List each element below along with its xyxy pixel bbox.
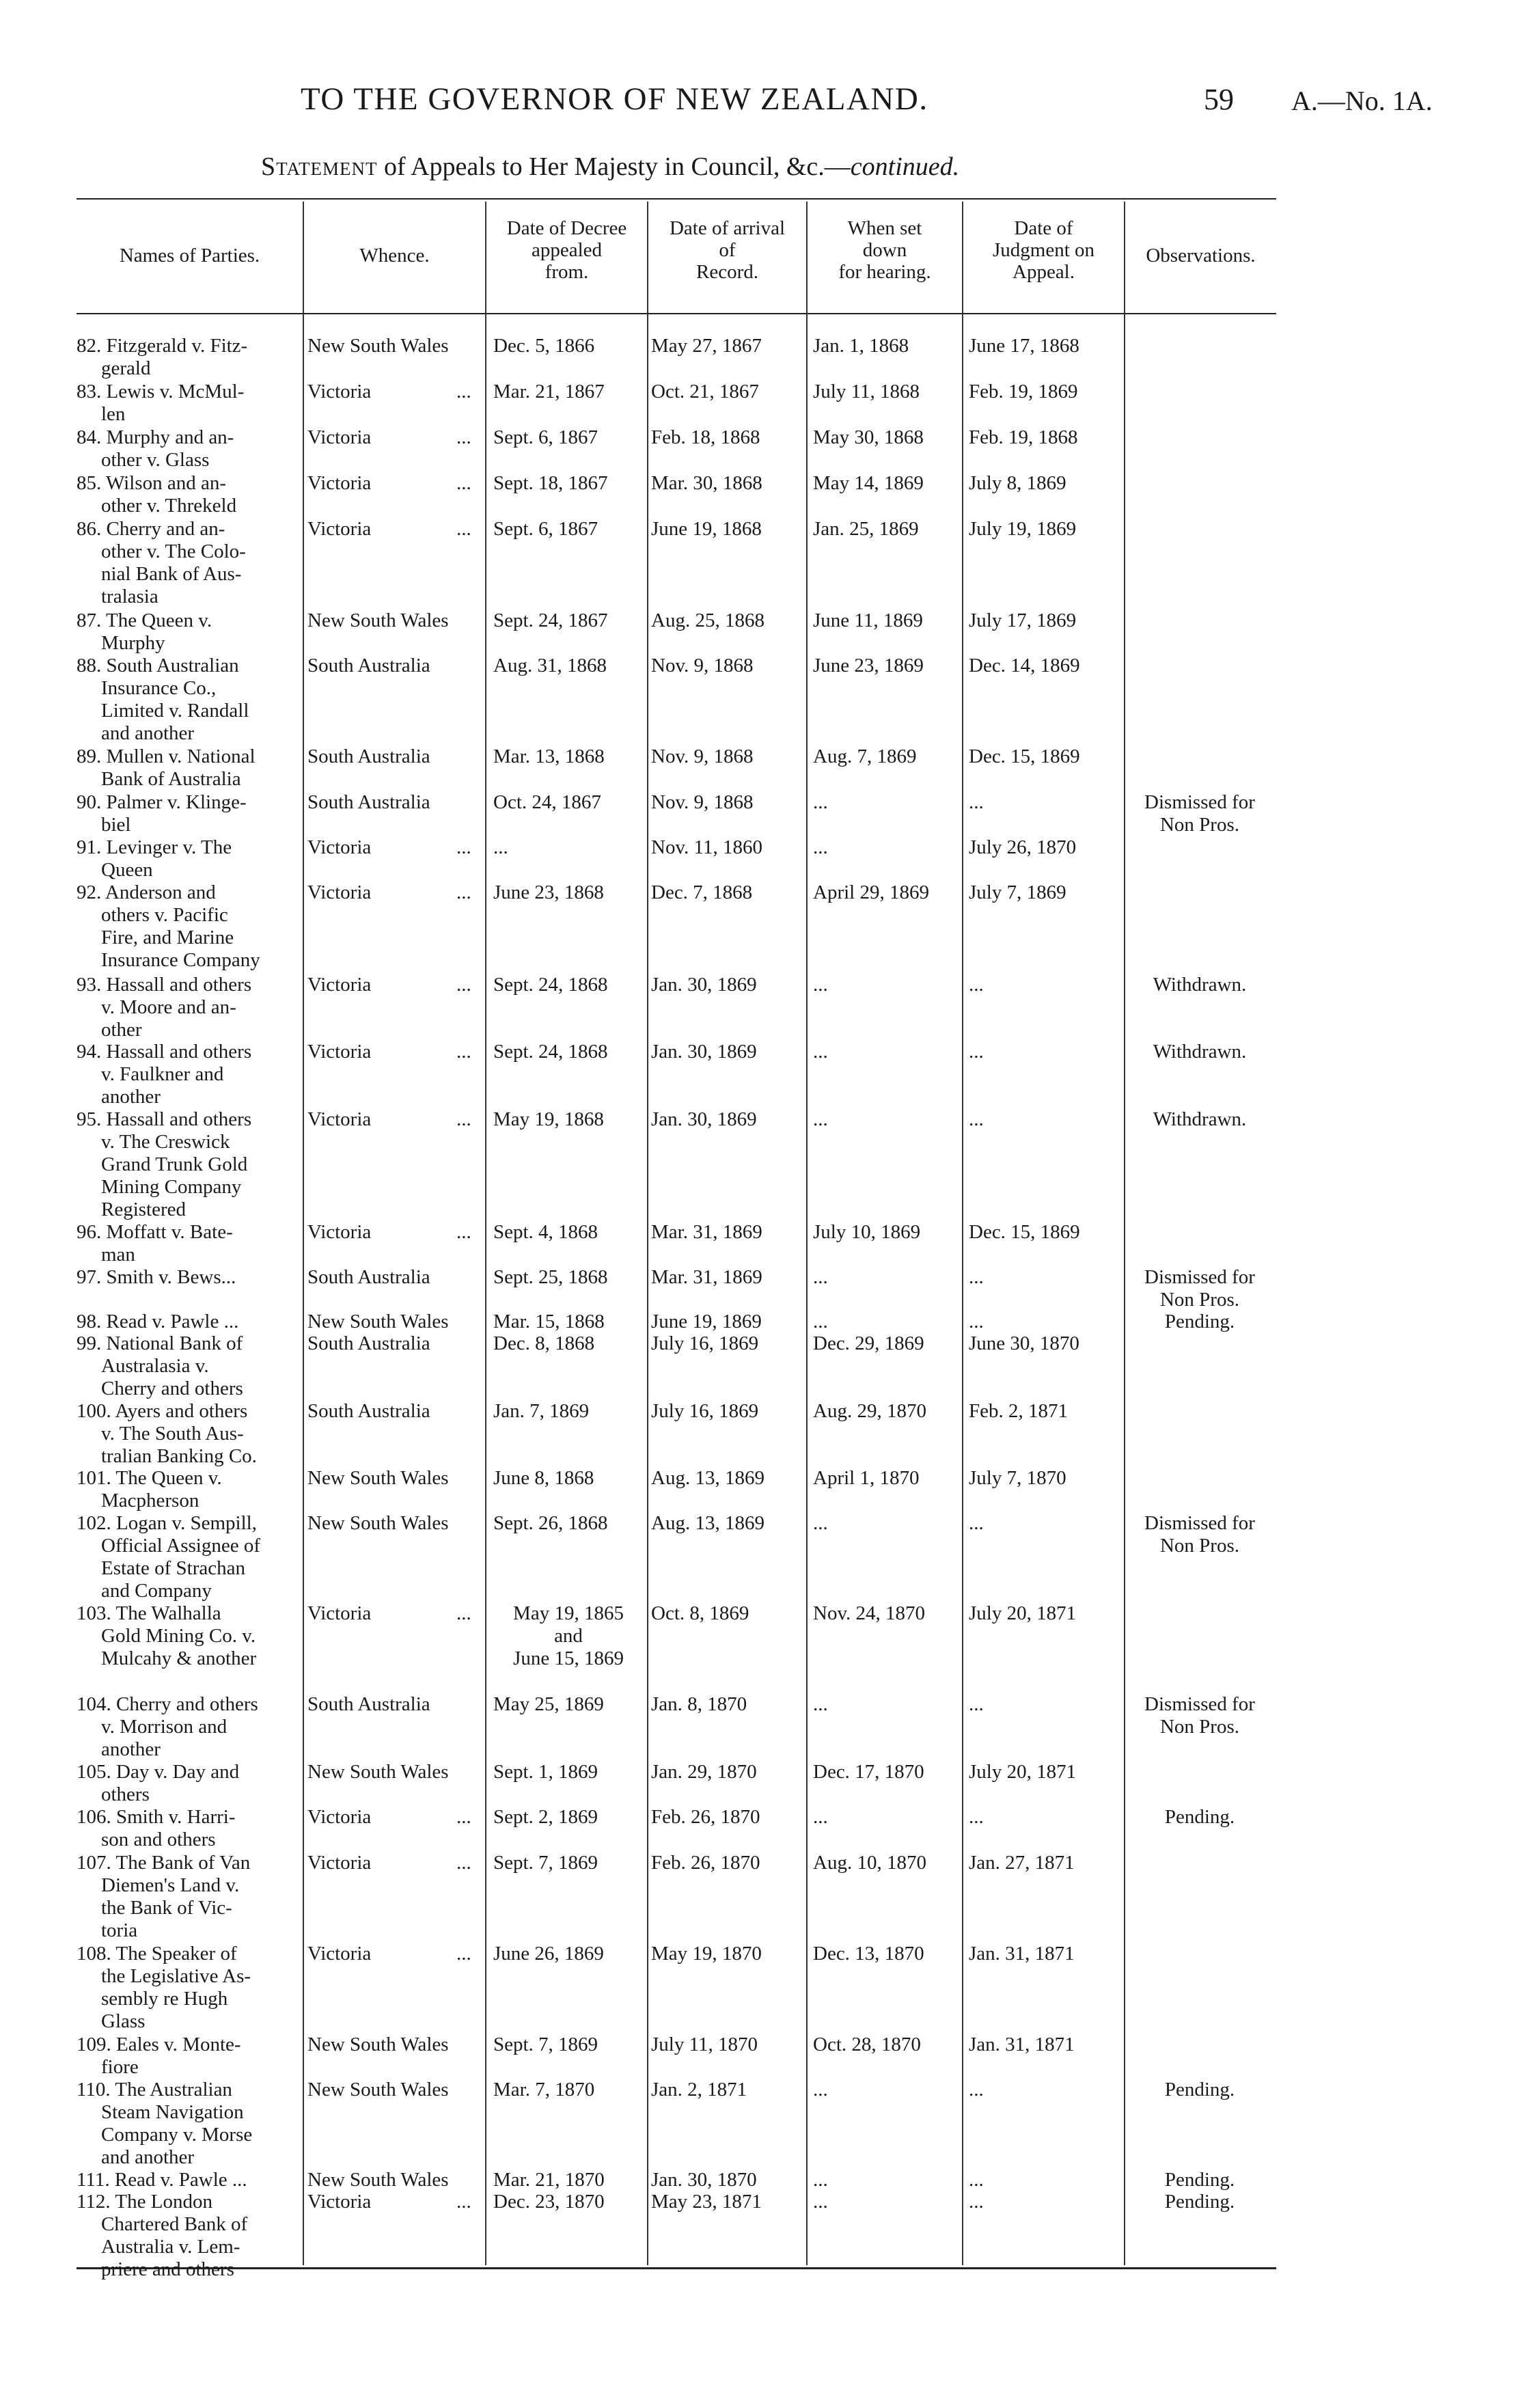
column-header-whence: Whence.: [359, 245, 430, 266]
whence-colony: New South Wales: [307, 610, 449, 631]
observation: Pending.: [1164, 2169, 1235, 2191]
judgment-date: ...: [969, 791, 984, 813]
whence-colony: Victoria ...: [307, 1943, 471, 1965]
party-names: 82. Fitzgerald v. Fitz- gerald: [77, 335, 248, 379]
arrival-date: June 19, 1868: [651, 518, 762, 540]
leader-dots: ...: [456, 1852, 471, 1874]
whence-colony: New South Wales: [307, 1512, 449, 1534]
decree-date: Mar. 15, 1868: [493, 1311, 605, 1332]
decree-date: Sept. 25, 1868: [493, 1266, 608, 1288]
party-names: 86. Cherry and an- other v. The Colo- nial Bank of Aus- tralasia: [77, 518, 246, 607]
decree-date: Oct. 24, 1867: [493, 791, 601, 813]
decree-date: Mar. 21, 1870: [493, 2169, 605, 2191]
hearing-date: ...: [813, 1806, 828, 1828]
hearing-date: ...: [813, 2191, 828, 2213]
party-names: 99. National Bank of Australasia v. Cherry and others: [77, 1332, 243, 1399]
decree-date: Dec. 5, 1866: [493, 335, 595, 357]
arrival-date: Jan. 30, 1869: [651, 974, 757, 996]
party-names: 111. Read v. Pawle ...: [77, 2169, 247, 2191]
party-names: 112. The London Chartered Bank of Australia v. Lem- priere and others: [77, 2191, 248, 2280]
whence-colony: Victoria ...: [307, 836, 471, 858]
decree-date: June 23, 1868: [493, 881, 604, 903]
arrival-date: May 27, 1867: [651, 335, 762, 357]
party-names: 95. Hassall and others v. The Creswick Grand Trunk Gold Mining Company Registered: [77, 1108, 252, 1220]
judgment-date: Feb. 19, 1869: [969, 381, 1078, 402]
whence-colony: Victoria ...: [307, 472, 471, 494]
decree-date: Mar. 7, 1870: [493, 2079, 595, 2101]
decree-date: ...: [493, 836, 508, 858]
party-names: 88. South Australian Insurance Co., Limited v. Randall and another: [77, 655, 249, 744]
judgment-date: ...: [969, 1512, 984, 1534]
table-top-rule: [77, 198, 1276, 200]
whence-colony: Victoria ...: [307, 518, 471, 540]
arrival-date: Nov. 9, 1868: [651, 655, 754, 676]
decree-date: Sept. 18, 1867: [493, 472, 608, 494]
party-names: 89. Mullen v. National Bank of Australia: [77, 745, 256, 790]
decree-date: May 25, 1869: [493, 1693, 604, 1715]
decree-date: May 19, 1868: [493, 1108, 604, 1130]
party-names: 97. Smith v. Bews...: [77, 1266, 236, 1288]
judgment-date: ...: [969, 1806, 984, 1828]
judgment-date: July 20, 1871: [969, 1761, 1077, 1783]
observation: Withdrawn.: [1153, 974, 1247, 996]
whence-colony: Victoria ...: [307, 381, 471, 402]
whence-colony: Victoria ...: [307, 1108, 471, 1130]
hearing-date: ...: [813, 2169, 828, 2191]
judgment-date: June 30, 1870: [969, 1332, 1079, 1354]
arrival-date: Jan. 29, 1870: [651, 1761, 757, 1783]
hearing-date: ...: [813, 791, 828, 813]
decree-date: May 19, 1865 and June 15, 1869: [513, 1602, 624, 1669]
whence-colony: Victoria ...: [307, 1852, 471, 1874]
party-names: 83. Lewis v. McMul- len: [77, 381, 245, 425]
judgment-date: July 20, 1871: [969, 1602, 1077, 1624]
observation: Dismissed for Non Pros.: [1144, 791, 1255, 836]
hearing-date: June 23, 1869: [813, 655, 924, 676]
table-caption: [261, 152, 959, 182]
observation: Pending.: [1164, 2191, 1235, 2213]
arrival-date: Jan. 2, 1871: [651, 2079, 747, 2101]
arrival-date: Feb. 26, 1870: [651, 1852, 760, 1874]
column-divider: [485, 202, 486, 2265]
judgment-date: ...: [969, 2079, 984, 2101]
judgment-date: ...: [969, 2169, 984, 2191]
judgment-date: July 7, 1869: [969, 881, 1066, 903]
hearing-date: ...: [813, 1512, 828, 1534]
hearing-date: Aug. 7, 1869: [813, 745, 917, 767]
party-names: 84. Murphy and an- other v. Glass: [77, 426, 234, 471]
arrival-date: Nov. 11, 1860: [651, 836, 762, 858]
column-divider: [962, 202, 963, 2265]
judgment-date: ...: [969, 2191, 984, 2213]
judgment-date: Dec. 15, 1869: [969, 745, 1080, 767]
arrival-date: May 19, 1870: [651, 1943, 762, 1965]
hearing-date: ...: [813, 974, 828, 996]
party-names: 103. The Walhalla Gold Mining Co. v. Mulcahy & another: [77, 1602, 257, 1669]
judgment-date: July 19, 1869: [969, 518, 1077, 540]
whence-colony: Victoria ...: [307, 2191, 471, 2213]
arrival-date: Feb. 18, 1868: [651, 426, 760, 448]
whence-colony: Victoria ...: [307, 974, 471, 996]
hearing-date: Jan. 1, 1868: [813, 335, 909, 357]
party-names: 101. The Queen v. Macpherson: [77, 1467, 222, 1511]
hearing-date: ...: [813, 1311, 828, 1332]
observation: Withdrawn.: [1153, 1041, 1247, 1063]
party-names: 92. Anderson and others v. Pacific Fire, and Marine Insurance Company: [77, 881, 260, 971]
hearing-date: ...: [813, 1266, 828, 1288]
arrival-date: July 11, 1870: [651, 2034, 758, 2055]
arrival-date: Aug. 13, 1869: [651, 1512, 764, 1534]
hearing-date: April 29, 1869: [813, 881, 929, 903]
arrival-date: Feb. 26, 1870: [651, 1806, 760, 1828]
judgment-date: Feb. 19, 1868: [969, 426, 1078, 448]
hearing-date: Oct. 28, 1870: [813, 2034, 921, 2055]
decree-date: Dec. 8, 1868: [493, 1332, 595, 1354]
decree-date: Mar. 21, 1867: [493, 381, 605, 402]
party-names: 108. The Speaker of the Legislative As- sembly re Hugh Glass: [77, 1943, 251, 2032]
arrival-date: July 16, 1869: [651, 1400, 759, 1422]
whence-colony: Victoria ...: [307, 1602, 471, 1624]
whence-colony: Victoria ...: [307, 1221, 471, 1243]
judgment-date: Feb. 2, 1871: [969, 1400, 1068, 1422]
decree-date: Sept. 7, 1869: [493, 2034, 598, 2055]
arrival-date: Aug. 13, 1869: [651, 1467, 764, 1489]
arrival-date: June 19, 1869: [651, 1311, 762, 1332]
party-names: 106. Smith v. Harri- son and others: [77, 1806, 236, 1850]
judgment-date: ...: [969, 1311, 984, 1332]
judgment-date: July 7, 1870: [969, 1467, 1066, 1489]
hearing-date: June 11, 1869: [813, 610, 923, 631]
whence-colony: Victoria ...: [307, 1806, 471, 1828]
arrival-date: Jan. 30, 1869: [651, 1108, 757, 1130]
decree-date: Sept. 24, 1867: [493, 610, 608, 631]
arrival-date: May 23, 1871: [651, 2191, 762, 2213]
observation: Dismissed for Non Pros.: [1144, 1512, 1255, 1557]
decree-date: June 26, 1869: [493, 1943, 604, 1965]
hearing-date: Dec. 17, 1870: [813, 1761, 924, 1783]
whence-colony: South Australia: [307, 1400, 430, 1422]
decree-date: Sept. 6, 1867: [493, 518, 598, 540]
decree-date: June 8, 1868: [493, 1467, 594, 1489]
decree-date: Sept. 24, 1868: [493, 974, 608, 996]
party-names: 109. Eales v. Monte- fiore: [77, 2034, 241, 2078]
arrival-date: Mar. 30, 1868: [651, 472, 762, 494]
judgment-date: ...: [969, 1266, 984, 1288]
party-names: 93. Hassall and others v. Moore and an- other: [77, 974, 252, 1041]
column-header-decree: Date of Decree appealed from.: [506, 217, 627, 283]
hearing-date: July 10, 1869: [813, 1221, 921, 1243]
leader-dots: ...: [456, 2191, 471, 2213]
whence-colony: New South Wales: [307, 1467, 449, 1489]
arrival-date: July 16, 1869: [651, 1332, 759, 1354]
column-header-arrival: Date of arrival of Record.: [669, 217, 786, 283]
leader-dots: ...: [456, 974, 471, 996]
leader-dots: ...: [456, 381, 471, 402]
hearing-date: July 11, 1868: [813, 381, 920, 402]
whence-colony: New South Wales: [307, 335, 449, 357]
party-names: 104. Cherry and others v. Morrison and another: [77, 1693, 258, 1760]
arrival-date: Oct. 8, 1869: [651, 1602, 749, 1624]
judgment-date: ...: [969, 1108, 984, 1130]
judgment-date: July 26, 1870: [969, 836, 1077, 858]
hearing-date: ...: [813, 2079, 828, 2101]
whence-colony: South Australia: [307, 655, 430, 676]
judgment-date: Jan. 31, 1871: [969, 2034, 1075, 2055]
hearing-date: May 14, 1869: [813, 472, 924, 494]
header-bottom-rule: [77, 313, 1276, 314]
whence-colony: South Australia: [307, 1266, 430, 1288]
hearing-date: Nov. 24, 1870: [813, 1602, 926, 1624]
leader-dots: ...: [456, 1943, 471, 1965]
arrival-date: Dec. 7, 1868: [651, 881, 753, 903]
column-header-parties: Names of Parties.: [119, 245, 260, 266]
column-header-hearing: When set down for hearing.: [838, 217, 931, 283]
party-names: 110. The Australian Steam Navigation Company v. Morse and another: [77, 2079, 253, 2168]
decree-date: Aug. 31, 1868: [493, 655, 607, 676]
observation: Dismissed for Non Pros.: [1144, 1693, 1255, 1738]
decree-date: Sept. 6, 1867: [493, 426, 598, 448]
party-names: 87. The Queen v. Murphy: [77, 610, 212, 654]
arrival-date: Nov. 9, 1868: [651, 791, 754, 813]
party-names: 90. Palmer v. Klinge- biel: [77, 791, 247, 836]
whence-colony: South Australia: [307, 791, 430, 813]
judgment-date: July 8, 1869: [969, 472, 1066, 494]
decree-date: Mar. 13, 1868: [493, 745, 605, 767]
whence-colony: Victoria ...: [307, 881, 471, 903]
observation: Pending.: [1164, 2079, 1235, 2101]
hearing-date: Aug. 10, 1870: [813, 1852, 926, 1874]
leader-dots: ...: [456, 1806, 471, 1828]
party-names: 100. Ayers and others v. The South Aus- tralian Banking Co.: [77, 1400, 257, 1467]
judgment-date: ...: [969, 1693, 984, 1715]
hearing-date: Aug. 29, 1870: [813, 1400, 926, 1422]
hearing-date: ...: [813, 836, 828, 858]
arrival-date: Oct. 21, 1867: [651, 381, 759, 402]
party-names: 98. Read v. Pawle ...: [77, 1311, 239, 1332]
arrival-date: Nov. 9, 1868: [651, 745, 754, 767]
page-number: 59: [1204, 83, 1234, 116]
party-names: 91. Levinger v. The Queen: [77, 836, 232, 881]
whence-colony: South Australia: [307, 1693, 430, 1715]
judgment-date: Jan. 27, 1871: [969, 1852, 1075, 1874]
party-names: 102. Logan v. Sempill, Official Assignee of Estate of Strachan and Company: [77, 1512, 261, 1602]
decree-date: Sept. 2, 1869: [493, 1806, 598, 1828]
observation: Withdrawn.: [1153, 1108, 1247, 1130]
arrival-date: Jan. 8, 1870: [651, 1693, 747, 1715]
decree-date: Jan. 7, 1869: [493, 1400, 590, 1422]
leader-dots: ...: [456, 1221, 471, 1243]
leader-dots: ...: [456, 1602, 471, 1624]
observation: Pending.: [1164, 1806, 1235, 1828]
leader-dots: ...: [456, 836, 471, 858]
document-reference: A.—No. 1A.: [1291, 85, 1433, 116]
whence-colony: New South Wales: [307, 2169, 449, 2191]
party-names: 105. Day v. Day and others: [77, 1761, 240, 1805]
column-divider: [806, 202, 808, 2265]
leader-dots: ...: [456, 472, 471, 494]
whence-colony: New South Wales: [307, 1761, 449, 1783]
caption-continued: continued.: [850, 152, 960, 181]
arrival-date: Mar. 31, 1869: [651, 1221, 762, 1243]
decree-date: Sept. 24, 1868: [493, 1041, 608, 1063]
running-title: TO THE GOVERNOR OF NEW ZEALAND.: [301, 81, 928, 117]
leader-dots: ...: [456, 518, 471, 540]
caption-lead: Statement: [261, 152, 378, 181]
hearing-date: Dec. 13, 1870: [813, 1943, 924, 1965]
decree-date: Sept. 4, 1868: [493, 1221, 598, 1243]
party-names: 107. The Bank of Van Diemen's Land v. the Bank of Vic- toria: [77, 1852, 251, 1941]
hearing-date: April 1, 1870: [813, 1467, 920, 1489]
decree-date: Dec. 23, 1870: [493, 2191, 605, 2213]
hearing-date: ...: [813, 1693, 828, 1715]
judgment-date: Dec. 14, 1869: [969, 655, 1080, 676]
column-divider: [647, 202, 648, 2265]
hearing-date: Dec. 29, 1869: [813, 1332, 924, 1354]
whence-colony: South Australia: [307, 1332, 430, 1354]
arrival-date: Mar. 31, 1869: [651, 1266, 762, 1288]
judgment-date: June 17, 1868: [969, 335, 1079, 357]
observation: Pending.: [1164, 1311, 1235, 1332]
party-names: 94. Hassall and others v. Faulkner and another: [77, 1041, 252, 1108]
judgment-date: Jan. 31, 1871: [969, 1943, 1075, 1965]
judgment-date: ...: [969, 1041, 984, 1063]
hearing-date: ...: [813, 1108, 828, 1130]
column-divider: [1124, 202, 1125, 2265]
whence-colony: New South Wales: [307, 2079, 449, 2101]
judgment-date: Dec. 15, 1869: [969, 1221, 1080, 1243]
judgment-date: July 17, 1869: [969, 610, 1077, 631]
decree-date: Sept. 1, 1869: [493, 1761, 598, 1783]
leader-dots: ...: [456, 1041, 471, 1063]
leader-dots: ...: [456, 1108, 471, 1130]
judgment-date: ...: [969, 974, 984, 996]
whence-colony: Victoria ...: [307, 1041, 471, 1063]
column-header-observations: Observations.: [1146, 245, 1256, 266]
whence-colony: South Australia: [307, 745, 430, 767]
party-names: 85. Wilson and an- other v. Threkeld: [77, 472, 237, 517]
decree-date: Sept. 7, 1869: [493, 1852, 598, 1874]
leader-dots: ...: [456, 881, 471, 903]
hearing-date: May 30, 1868: [813, 426, 924, 448]
hearing-date: ...: [813, 1041, 828, 1063]
arrival-date: Aug. 25, 1868: [651, 610, 764, 631]
decree-date: Sept. 26, 1868: [493, 1512, 608, 1534]
whence-colony: New South Wales: [307, 1311, 449, 1332]
column-header-judgment: Date of Judgment on Appeal.: [992, 217, 1095, 283]
caption-main: of Appeals to Her Majesty in Council, &c.—: [383, 152, 851, 181]
leader-dots: ...: [456, 426, 471, 448]
hearing-date: Jan. 25, 1869: [813, 518, 919, 540]
observation: Dismissed for Non Pros.: [1144, 1266, 1255, 1311]
party-names: 96. Moffatt v. Bate- man: [77, 1221, 233, 1265]
arrival-date: Jan. 30, 1870: [651, 2169, 757, 2191]
arrival-date: Jan. 30, 1869: [651, 1041, 757, 1063]
whence-colony: New South Wales: [307, 2034, 449, 2055]
whence-colony: Victoria ...: [307, 426, 471, 448]
